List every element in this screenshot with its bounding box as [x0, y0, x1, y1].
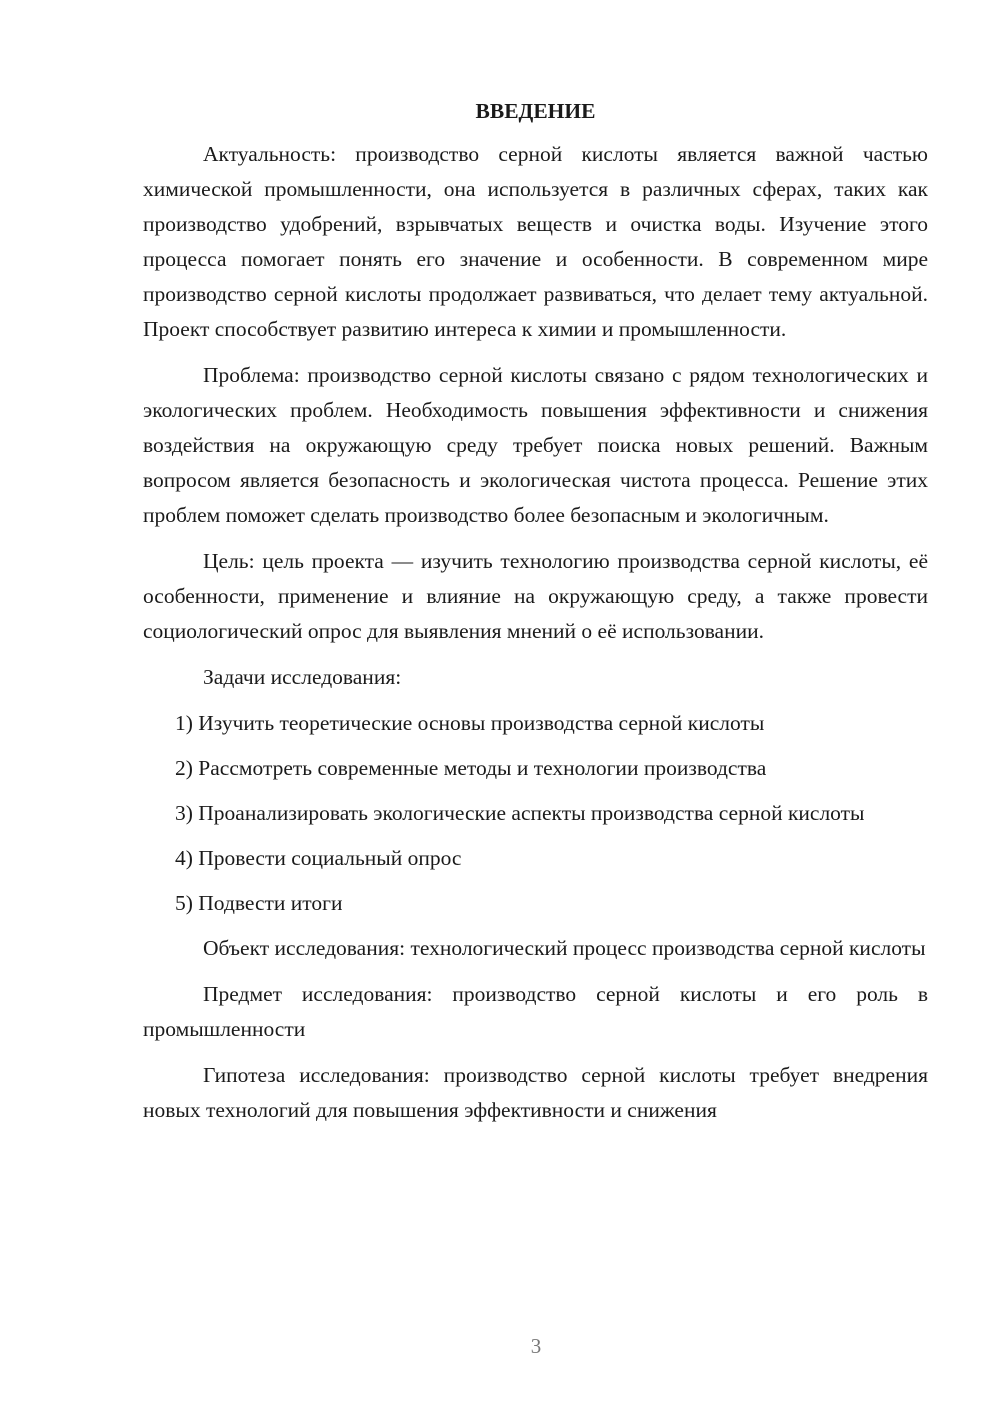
task-item: 1) Изучить теоретические основы производства серной кислоты: [175, 711, 765, 735]
paragraph-hypothesis: Гипотеза исследования: производство серной кислоты требует внедрения новых технологий для повышения эффективности и снижения: [143, 1063, 928, 1122]
page-number: 3: [530, 1334, 542, 1358]
paragraph-goal: Цель: цель проекта — изучить технологию производства серной кислоты, её особенности, применение и влияние на окружающую среду, а также провести социологический опрос для выявления мнений о её использовании.: [143, 549, 928, 643]
paragraph-problem: Проблема: производство серной кислоты связано с рядом технологических и экологических проблем. Необходимость повышения эффективности и снижения воздействия на окружающую среду требует поиска новых решений. Важным вопросом является безопасность и экологическая чистота процесса. Решение этих проблем поможет сделать производство более безопасным и экологичным.: [143, 363, 928, 527]
task-item: 2) Рассмотреть современные методы и технологии производства: [175, 756, 767, 780]
page-content: [143, 96, 928, 1139]
task-list: [143, 706, 928, 921]
section-heading: ВВЕДЕНИЕ: [475, 99, 596, 123]
paragraph-subject: Предмет исследования: производство серной кислоты и его роль в промышленности: [143, 982, 928, 1041]
paragraph-object: Объект исследования: технологический процесс производства серной кислоты: [203, 936, 926, 960]
paragraph-tasks-heading: Задачи исследования:: [203, 665, 402, 689]
task-item: 5) Подвести итоги: [175, 891, 343, 915]
paragraph-relevance: Актуальность: производство серной кислоты является важной частью химической промышленности, она используется в различных сферах, таких как производство удобрений, взрывчатых веществ и очистка воды. Изучение этого процесса помогает понять его значение и особенности. В современном мире производство серной кислоты продолжает развиваться, что делает тему актуальной. Проект способствует развитию интереса к химии и промышленности.: [143, 142, 928, 341]
task-item: 3) Проанализировать экологические аспекты производства серной кислоты: [175, 801, 865, 825]
task-item: 4) Провести социальный опрос: [175, 846, 462, 870]
